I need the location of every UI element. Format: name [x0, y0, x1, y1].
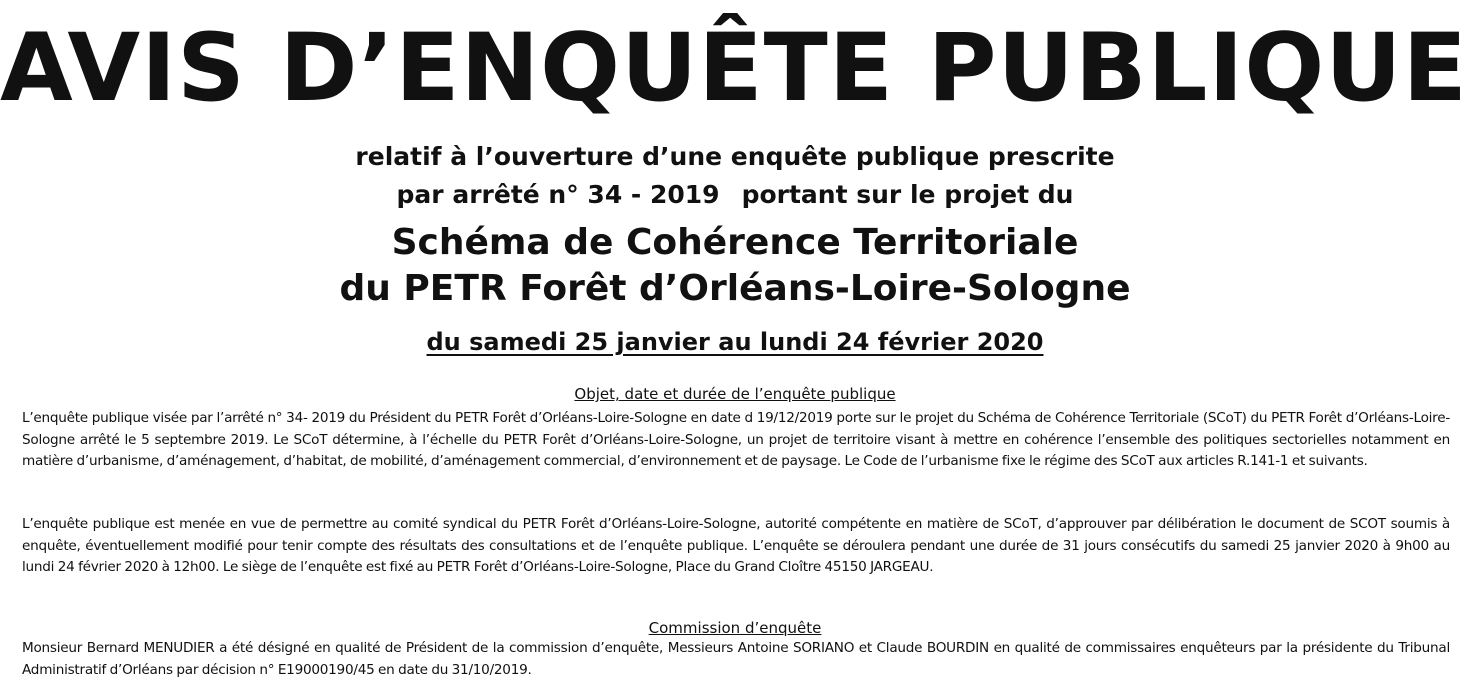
paragraph-objet-2: L’enquête publique est menée en vue de permettre au comité syndical du PETR Forêt d’Orléans-Loire-Sologne, autorité compétente en matière de SCoT, d’approuver par délibération le document de SCOT soumis à enquête, éventuellement modifié pour tenir compte des résultats des consultations et de l’enquête publique. L’enquête se déroulera pendant une durée de 31 jours consécutifs du samedi 25 janvier 2020 à 9h00 au lundi 24 février 2020 à 12h00. Le siège de l’enquête est fixé au PETR Forêt d’Orléans-Loire-Sologne, Place du Grand Cloître 45150 JARGEAU.	[22, 516, 1450, 575]
paragraph-commission: Monsieur Bernard MENUDIER a été désigné en qualité de Président de la commission d’enquête, Messieurs Antoine SORIANO et Claude BOURDIN en qualité de commissaires enquêteurs par la présidente du Tribunal Administratif d’Orléans par décision n° E19000190/45 en date du 31/10/2019.	[22, 640, 1450, 678]
paragraph-objet-1: L’enquête publique visée par l’arrêté n° 34- 2019 du Président du PETR Forêt d’Orléans-Loire-Sologne en date d 19/12/2019 porte sur le projet du Schéma de Cohérence Territoriale (SCoT) du PETR Forêt d’Orléans-Loire-Sologne arrêté le 5 septembre 2019. Le SCoT détermine, à l’échelle du PETR Forêt d’Orléans-Loire-Sologne, un projet de territoire visant à mettre en cohérence l’ensemble des politiques sectorielles notamment en matière d’urbanisme, d’aménagement, d’habitat, de mobilité, d’aménagement commercial, d’environnement et de paysage. Le Code de l’urbanisme fixe le régime des SCoT aux articles R.141-1 et suivants.	[22, 410, 1450, 469]
petr-name: du PETR Forêt d’Orléans-Loire-Sologne	[339, 268, 1131, 309]
subtitle-line-1: relatif à l’ouverture d’une enquête publique prescrite	[355, 142, 1115, 171]
scot-title: Schéma de Cohérence Territoriale	[391, 222, 1079, 263]
section-title-commission: Commission d’enquête	[648, 619, 822, 637]
section-title-objet: Objet, date et durée de l’enquête publique	[574, 385, 896, 403]
inquiry-dates: du samedi 25 janvier au lundi 24 février 2020	[426, 328, 1044, 356]
decree-reference: par arrêté n° 34 - 2019	[396, 180, 720, 209]
project-reference: portant sur le projet du	[741, 180, 1074, 209]
subtitle-line-2	[0, 180, 1470, 210]
notice-title: AVIS D’ENQUÊTE PUBLIQUE	[0, 14, 1468, 123]
